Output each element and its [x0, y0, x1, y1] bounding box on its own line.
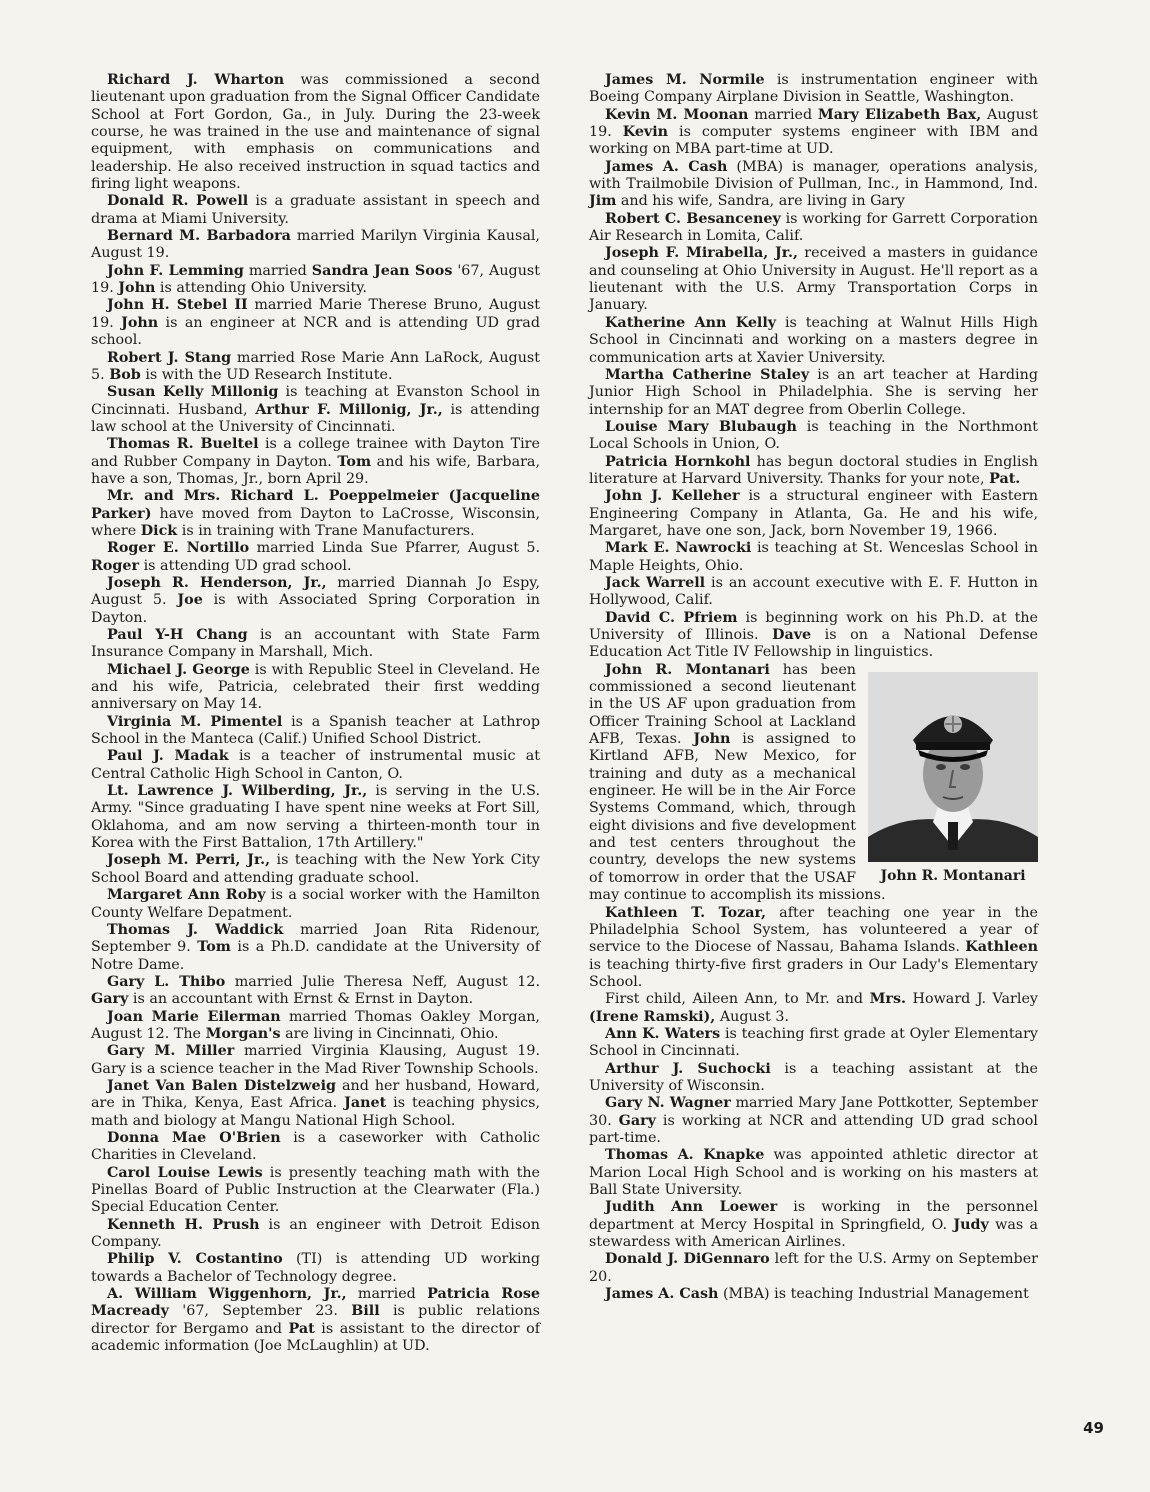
name-bold: Bernard M. Barbadora [107, 228, 291, 245]
paragraph [589, 1251, 1038, 1286]
name-bold: Virginia M. Pimentel [107, 713, 283, 730]
text-run: is an accountant with State Farm Insurance Company in Marshall, Mich. [91, 627, 540, 661]
name-bold: James M. Normile [605, 72, 765, 88]
name-bold: A. William Wiggenhorn, Jr., [107, 1286, 347, 1303]
text-run: is presently teaching math with the Pinellas Board of Public Instruction at the Clearwater (Fla.) Special Education Center. [91, 1164, 540, 1216]
name-bold: Margaret Ann Roby [107, 887, 266, 904]
text-run: is an engineer at NCR and is attending UD grad school. [91, 314, 540, 349]
name-bold: Mrs. [869, 991, 906, 1008]
paragraph [91, 297, 540, 349]
name-bold: Tom [337, 453, 372, 470]
name-bold: Kevin [622, 124, 669, 141]
name-bold: Morgan's [205, 1025, 281, 1042]
right-column-top [589, 72, 1038, 662]
text-run: First child, Aileen Ann, to Mr. and [605, 991, 870, 1008]
text-run: married Joan Rita Ridenour, September 9. [91, 921, 540, 956]
paragraph [589, 1286, 1038, 1303]
paragraph [589, 1061, 1038, 1096]
paragraph [91, 228, 540, 263]
paragraph [91, 263, 540, 298]
name-bold: Gary L. Thibo [107, 973, 226, 990]
paragraph [91, 350, 540, 385]
paragraph [91, 748, 540, 783]
paragraph [91, 193, 540, 228]
text-run: is an engineer with Detroit Edison Company. [91, 1216, 540, 1251]
name-bold: John [121, 314, 159, 331]
paragraph [91, 72, 540, 193]
text-run: received a masters in guidance and counseling at Ohio University in August. He'll report as a lieutenant with the U.S. Army Transportation Corps in January. [589, 245, 1038, 314]
photo-figure [868, 672, 1038, 885]
text-run: married Linda Sue Pfarrer, August 5. [249, 540, 540, 557]
paragraph [91, 575, 540, 627]
text-run: married Julie Theresa Neff, August 12. [225, 973, 541, 990]
paragraph [91, 1217, 540, 1252]
name-bold: Carol Louise Lewis [107, 1164, 263, 1181]
text-run: is serving in the U.S. Army. "Since graduating I have spent nine weeks at Fort Sill, Oklahoma, and am now serving a thirteen-month tour in Korea with the First Battalion, 17th Artillery." [91, 783, 540, 852]
name-bold: Mark E. Nawrocki [605, 540, 752, 557]
paragraph [589, 488, 1038, 540]
text-run: was a stewardess with American Airlines. [589, 1216, 1038, 1251]
name-bold: Thomas R. Bueltel [107, 436, 259, 453]
name-bold: Gary N. Wagner [605, 1095, 731, 1112]
text-run: married Virginia Klausing, August 19. Gary is a science teacher in the Mad River Township Schools. [91, 1043, 540, 1077]
text-run: is a Spanish teacher at Lathrop School in the Manteca (Calif.) Unified School District. [91, 713, 540, 748]
name-bold: James A. Cash [605, 1286, 719, 1303]
name-bold: Joseph F. Mirabella, Jr., [605, 245, 798, 262]
name-bold: Kenneth H. Prush [107, 1216, 260, 1233]
text-run: married Rose Marie Ann LaRock, August 5. [91, 349, 540, 383]
name-bold: David C. Pfriem [605, 609, 738, 626]
paragraph [91, 887, 540, 922]
name-bold: Judy [953, 1216, 989, 1233]
paragraph [589, 419, 1038, 454]
paragraph [91, 540, 540, 575]
text-run: is teaching with the New York City School Board and attending graduate school. [91, 852, 540, 886]
left-column [91, 72, 540, 1355]
paragraph [91, 1286, 540, 1355]
name-bold: Katherine Ann Kelly [605, 314, 777, 331]
text-run: are living in Cincinnati, Ohio. [280, 1025, 499, 1042]
paragraph [589, 575, 1038, 610]
text-run: is with Associated Spring Corporation in Dayton. [91, 592, 540, 626]
name-bold: Donald R. Powell [107, 193, 249, 210]
name-bold: Mr. and Mrs. Richard L. Poeppelmeier (Jacqueline Parker) [91, 488, 540, 522]
name-bold: Pat [288, 1320, 315, 1337]
text-run: is teaching at St. Wenceslas School in Maple Heights, Ohio. [589, 540, 1038, 574]
text-run: married [243, 262, 312, 279]
page-number: 49 [1083, 1419, 1104, 1437]
text-run: is a teacher of instrumental music at Central Catholic High School in Canton, O. [91, 748, 540, 782]
paragraph [589, 610, 1038, 662]
paragraph [589, 1199, 1038, 1251]
text-run: is in training with Trane Manufacturers. [177, 522, 475, 539]
paragraph [589, 1095, 1038, 1147]
paragraph [91, 783, 540, 852]
name-bold: Pat. [989, 470, 1021, 487]
text-run: is an accountant with Ernst & Ernst in Dayton. [128, 991, 474, 1008]
text-run: is computer systems engineer with IBM and working on MBA part-time at UD. [589, 124, 1038, 158]
name-bold: Sandra Jean Soos [311, 262, 453, 279]
paragraph [91, 662, 540, 714]
text-run: is a social worker with the Hamilton County Welfare Depatment. [91, 887, 540, 921]
text-run: Howard J. Varley [905, 991, 1038, 1008]
text-run: is instrumentation engineer with Boeing Company Airplane Division in Seattle, Washington. [589, 72, 1038, 106]
text-run: is a Ph.D. candidate at the University of Notre Dame. [91, 939, 540, 973]
name-bold: Roger [91, 557, 140, 574]
paragraph [589, 245, 1038, 314]
text-run: August 3. [715, 1008, 789, 1025]
text-run: left for the U.S. Army on September 20. [589, 1251, 1038, 1285]
name-bold: Thomas A. Knapke [605, 1147, 765, 1164]
name-bold: Gary M. Miller [107, 1043, 235, 1060]
text-run: has begun doctoral studies in English literature at Harvard University. Thanks for your note, [589, 453, 1038, 487]
name-bold: Joan Marie Eilerman [107, 1008, 281, 1025]
name-bold: Kathleen [965, 939, 1038, 956]
text-run: after teaching one year in the Philadelphia School System, has volunteered a year of service to the Diocese of Nassau, Bahama Islands. [589, 904, 1038, 956]
text-run: is attending UD grad school. [139, 557, 352, 574]
text-run: is beginning work on his Ph.D. at the University of Illinois. [589, 609, 1039, 643]
portrait-photo [868, 672, 1038, 862]
text-run: (MBA) is teaching Industrial Management [718, 1286, 1029, 1303]
name-bold: Judith Ann Loewer [605, 1199, 778, 1216]
right-column [589, 72, 1038, 1303]
photo-caption: John R. Montanari [880, 867, 1026, 884]
text-run: is teaching thirty-five first graders in Our Lady's Elementary School. [589, 956, 1038, 990]
paragraph [589, 905, 1038, 992]
name-bold: Bob [109, 366, 141, 383]
text-run: was commissioned a second lieutenant upon graduation from the Signal Officer Candidate School at Fort Gordon, Ga., in July. During the 23-week course, he was trained in the use and maintenance of signal equipment, with emphasis on communications and leadership. He also received instruction in squad tactics and firing light weapons. [91, 72, 540, 193]
name-bold: John H. Stebel II [107, 297, 248, 314]
name-bold: Martha Catherine Staley [605, 366, 810, 383]
name-bold: Dave [772, 627, 812, 643]
name-bold: Patricia Rose Macready [91, 1286, 540, 1320]
name-bold: Mary Elizabeth Bax, [817, 106, 982, 123]
paragraph [91, 1009, 540, 1044]
paragraph [589, 454, 1038, 489]
name-bold: Arthur J. Suchocki [605, 1060, 771, 1077]
name-bold: Michael J. George [107, 661, 250, 678]
text-run: is teaching first grade at Oyler Elementary School in Cincinnati. [589, 1025, 1038, 1060]
paragraph [589, 159, 1038, 211]
name-bold: Janet Van Balen Distelzweig [107, 1077, 337, 1094]
name-bold: Roger E. Nortillo [107, 540, 250, 557]
text-run: is a caseworker with Catholic Charities in Cleveland. [91, 1129, 540, 1164]
paragraph [91, 1078, 540, 1130]
paragraph [589, 1147, 1038, 1199]
text-run: married Diannah Jo Espy, August 5. [91, 574, 540, 609]
name-bold: Bill [351, 1303, 380, 1320]
text-run: is an art teacher at Harding Junior High School in Philadelphia. She is serving her internship for an MAT degree from Oberlin College. [589, 366, 1038, 418]
text-run: married Marie Therese Bruno, August 19. [91, 297, 541, 331]
name-bold: Jack Warrell [605, 574, 706, 591]
name-bold: John F. Lemming [107, 262, 244, 279]
name-bold: Joe [177, 592, 203, 609]
name-bold: Philip V. Costantino [107, 1251, 283, 1268]
name-bold: John J. Kelleher [605, 488, 740, 505]
text-run: is assistant to the director of academic information (Joe McLaughlin) at UD. [91, 1320, 540, 1355]
name-bold: Arthur F. Millonig, Jr., [255, 401, 443, 418]
text-run: has been commissioned a second lieutenant in the US AF upon graduation from Officer Training School at Lackland AFB, Texas. [589, 661, 856, 748]
name-bold: Gary [618, 1112, 656, 1129]
text-run: '67, August 19. [91, 262, 540, 297]
text-run: is teaching at Evanston School in Cincinnati. Husband, [91, 384, 540, 418]
text-run: is teaching in the Northmont Local Schools in Union, O. [589, 418, 1038, 453]
paragraph [91, 627, 540, 662]
text-run: is an account executive with E. F. Hutton in Hollywood, Calif. [589, 574, 1039, 609]
name-bold: Louise Mary Blubaugh [605, 418, 797, 435]
text-run: is attending Ohio University. [155, 280, 367, 297]
text-run: is a teaching assistant at the University of Wisconsin. [589, 1060, 1038, 1094]
paragraph [589, 72, 1038, 107]
name-bold: Susan Kelly Millonig [107, 384, 279, 401]
name-bold: John [118, 280, 156, 297]
text-run: is on a National Defense Education Act Title IV Fellowship in linguistics. [589, 627, 1038, 661]
paragraph [91, 1130, 540, 1165]
text-run: married [346, 1286, 428, 1303]
paragraph [589, 367, 1038, 419]
text-run: is attending law school at the University of Cincinnati. [91, 401, 540, 435]
name-bold: Thomas J. Waddick [107, 921, 284, 938]
name-bold: James A. Cash [605, 158, 728, 175]
paragraph [91, 488, 540, 540]
name-bold: Gary [91, 991, 129, 1008]
name-bold: Jim [589, 193, 617, 210]
paragraph [589, 1026, 1038, 1061]
text-run: is working for Garrett Corporation Air Research in Lomita, Calif. [589, 210, 1038, 245]
name-bold: Robert J. Stang [107, 349, 232, 366]
name-bold: John R. Montanari [605, 661, 770, 678]
paragraph [91, 1165, 540, 1217]
text-run: is working at NCR and attending UD grad school part-time. [589, 1112, 1038, 1146]
text-run: is public relations director for Bergamo and [91, 1303, 540, 1337]
name-bold: Tom [197, 939, 231, 956]
text-run: (TI) is attending UD working towards a Bachelor of Technology degree. [91, 1251, 540, 1285]
text-run: and his wife, Sandra, are living in Gary [616, 193, 905, 210]
text-run: married Marilyn Virginia Kausal, August 19. [91, 228, 540, 262]
paragraph [589, 107, 1038, 159]
name-bold: Dick [140, 522, 178, 539]
name-bold: Paul J. Madak [107, 748, 229, 765]
text-run: have moved from Dayton to LaCrosse, Wisconsin, where [91, 505, 540, 539]
paragraph [589, 211, 1038, 246]
text-run: is teaching physics, math and biology at Mangu National High School. [91, 1095, 541, 1129]
name-bold: Richard J. Wharton [107, 72, 285, 88]
text-run: '67, September 23. [169, 1303, 352, 1320]
name-bold: Joseph R. Henderson, Jr., [107, 574, 327, 591]
text-run: is with the UD Research Institute. [140, 366, 393, 383]
text-run: (MBA) is manager, operations analysis, with Trailmobile Division of Pullman, Inc., in Hammond, Ind. [589, 158, 1038, 193]
paragraph [589, 540, 1038, 575]
text-run: was appointed athletic director at Marion Local High School and is working on his masters at Ball State University. [589, 1147, 1038, 1198]
text-run: is working in the personnel department at Mercy Hospital in Springfield, O. [589, 1199, 1038, 1233]
paragraph [91, 922, 540, 974]
paragraph [91, 436, 540, 488]
text-run: and his wife, Barbara, have a son, Thomas, Jr., born April 29. [91, 453, 540, 487]
text-run: is assigned to Kirtland AFB, New Mexico, for training and duty as a mechanical engineer. He will be in the Air Force Systems Command, which, through eight divisions and five development and test centers throughout the country, develops the new systems of tomorrow in order that the USAF may continue to accomplish its missions. [589, 731, 886, 904]
paragraph [91, 974, 540, 1009]
text-run: is a structural engineer with Eastern Engineering Company in Atlanta, Ga. He and his wife, Margaret, have one son, Jack, born November 19, 1966. [589, 488, 1038, 539]
name-bold: Robert C. Besanceney [605, 210, 781, 227]
name-bold: (Irene Ramski), [589, 1008, 716, 1025]
name-bold: Joseph M. Perri, Jr., [107, 852, 271, 869]
name-bold: Kevin M. Moonan [605, 106, 749, 123]
text-run: married Mary Jane Pottkotter, September 30. [589, 1095, 1038, 1129]
name-bold: Donald J. DiGennaro [605, 1251, 770, 1268]
text-run: is a graduate assistant in speech and drama at Miami University. [91, 193, 540, 227]
name-bold: Kathleen T. Tozar, [605, 904, 767, 921]
name-bold: Donna Mae O'Brien [107, 1129, 281, 1146]
paragraph [91, 714, 540, 749]
text-run: and her husband, Howard, are in Thika, Kenya, East Africa. [91, 1077, 540, 1112]
paragraph [91, 852, 540, 887]
text-run: August 19. [589, 106, 1038, 141]
text-run: married [748, 106, 818, 123]
paragraph [91, 1251, 540, 1286]
paragraph [91, 384, 540, 436]
paragraph [589, 315, 1038, 367]
text-run: is a college trainee with Dayton Tire and Rubber Company in Dayton. [91, 436, 540, 470]
text-run: is with Republic Steel in Cleveland. He and his wife, Patricia, celebrated their first wedding anniversary on May 14. [91, 661, 540, 713]
paragraph [91, 1043, 540, 1078]
paragraph [589, 991, 1038, 1026]
name-bold: Ann K. Waters [605, 1025, 721, 1042]
text-run: is teaching at Walnut Hills High School in Cincinnati and working on a masters degree in communication arts at Xavier University. [589, 314, 1038, 366]
name-bold: Lt. Lawrence J. Wilberding, Jr., [107, 783, 368, 800]
name-bold: Janet [344, 1095, 387, 1112]
name-bold: Patricia Hornkohl [605, 453, 751, 470]
name-bold: John [693, 731, 731, 748]
text-run: married Thomas Oakley Morgan, August 12. The [91, 1008, 540, 1042]
name-bold: Paul Y-H Chang [107, 627, 248, 643]
